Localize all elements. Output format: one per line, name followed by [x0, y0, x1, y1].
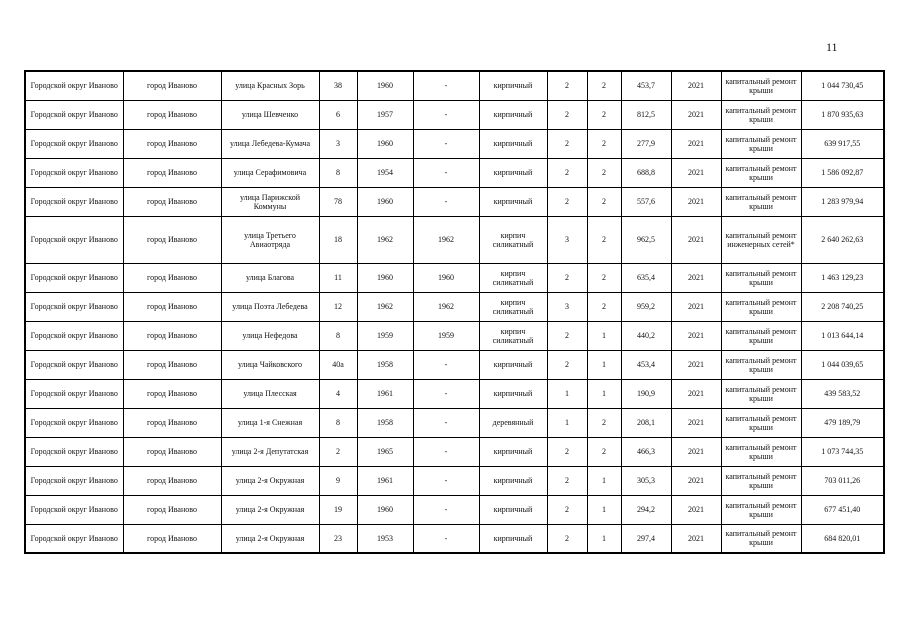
- year-built-cell: 1960: [357, 187, 413, 216]
- table-row: [25, 158, 884, 187]
- floors-cell: 2: [547, 321, 587, 350]
- repair-type-cell: капитальный ремонт крыши: [721, 408, 801, 437]
- municipality-cell: Городской округ Иваново: [25, 350, 123, 379]
- settlement-cell: город Иваново: [123, 71, 221, 100]
- repair-year-cell: 2021: [671, 158, 721, 187]
- year-built-cell: 1958: [357, 408, 413, 437]
- page-number: 11: [826, 40, 838, 54]
- wall-material-cell: кирпичный: [479, 495, 547, 524]
- floors-cell: 2: [547, 495, 587, 524]
- wall-material-cell: кирпичный: [479, 524, 547, 553]
- cost-cell: 479 189,79: [801, 408, 884, 437]
- repair-type-cell: капитальный ремонт крыши: [721, 263, 801, 292]
- year-built-cell: 1957: [357, 100, 413, 129]
- cost-cell: 1 870 935,63: [801, 100, 884, 129]
- table-row: [25, 100, 884, 129]
- area-cell: 962,5: [621, 216, 671, 263]
- cost-cell: 639 917,55: [801, 129, 884, 158]
- street-cell: улица Шевченко: [221, 100, 319, 129]
- floors-cell: 2: [547, 158, 587, 187]
- settlement-cell: город Иваново: [123, 350, 221, 379]
- entrances-cell: 2: [587, 408, 621, 437]
- house-number-cell: 11: [319, 263, 357, 292]
- area-cell: 453,4: [621, 350, 671, 379]
- entrances-cell: 1: [587, 466, 621, 495]
- street-cell: улица 2-я Окружная: [221, 466, 319, 495]
- repair-type-cell: капитальный ремонт крыши: [721, 100, 801, 129]
- repair-year-cell: 2021: [671, 100, 721, 129]
- street-cell: улица Красных Зорь: [221, 71, 319, 100]
- entrances-cell: 2: [587, 187, 621, 216]
- municipality-cell: Городской округ Иваново: [25, 129, 123, 158]
- house-number-cell: 4: [319, 379, 357, 408]
- settlement-cell: город Иваново: [123, 466, 221, 495]
- entrances-cell: 2: [587, 263, 621, 292]
- repair-year-cell: 2021: [671, 129, 721, 158]
- repair-type-cell: капитальный ремонт крыши: [721, 379, 801, 408]
- area-cell: 466,3: [621, 437, 671, 466]
- year-commissioned-cell: -: [413, 524, 479, 553]
- floors-cell: 1: [547, 408, 587, 437]
- entrances-cell: 2: [587, 158, 621, 187]
- settlement-cell: город Иваново: [123, 524, 221, 553]
- repair-type-cell: капитальный ремонт крыши: [721, 187, 801, 216]
- cost-cell: 1 044 730,45: [801, 71, 884, 100]
- municipality-cell: Городской округ Иваново: [25, 71, 123, 100]
- year-commissioned-cell: -: [413, 379, 479, 408]
- street-cell: улица 1-я Снежная: [221, 408, 319, 437]
- year-built-cell: 1954: [357, 158, 413, 187]
- repair-year-cell: 2021: [671, 321, 721, 350]
- cost-cell: 439 583,52: [801, 379, 884, 408]
- settlement-cell: город Иваново: [123, 263, 221, 292]
- cost-cell: 1 586 092,87: [801, 158, 884, 187]
- area-cell: 297,4: [621, 524, 671, 553]
- floors-cell: 2: [547, 466, 587, 495]
- settlement-cell: город Иваново: [123, 437, 221, 466]
- table-row: [25, 71, 884, 100]
- year-commissioned-cell: -: [413, 158, 479, 187]
- year-built-cell: 1960: [357, 263, 413, 292]
- wall-material-cell: кирпич силикатный: [479, 292, 547, 321]
- repair-type-cell: капитальный ремонт крыши: [721, 466, 801, 495]
- cost-cell: 1 283 979,94: [801, 187, 884, 216]
- repair-type-cell: капитальный ремонт крыши: [721, 350, 801, 379]
- wall-material-cell: кирпич силикатный: [479, 263, 547, 292]
- repair-year-cell: 2021: [671, 263, 721, 292]
- settlement-cell: город Иваново: [123, 408, 221, 437]
- house-number-cell: 12: [319, 292, 357, 321]
- area-cell: 959,2: [621, 292, 671, 321]
- entrances-cell: 2: [587, 129, 621, 158]
- table-row: [25, 321, 884, 350]
- repair-type-cell: капитальный ремонт крыши: [721, 71, 801, 100]
- house-number-cell: 8: [319, 408, 357, 437]
- floors-cell: 2: [547, 437, 587, 466]
- entrances-cell: 2: [587, 437, 621, 466]
- year-commissioned-cell: 1959: [413, 321, 479, 350]
- year-built-cell: 1959: [357, 321, 413, 350]
- area-cell: 688,8: [621, 158, 671, 187]
- entrances-cell: 1: [587, 495, 621, 524]
- street-cell: улица 2-я Окружная: [221, 524, 319, 553]
- entrances-cell: 1: [587, 321, 621, 350]
- floors-cell: 3: [547, 292, 587, 321]
- street-cell: улица Поэта Лебедева: [221, 292, 319, 321]
- table-row: [25, 292, 884, 321]
- street-cell: улица 2-я Депутатская: [221, 437, 319, 466]
- municipality-cell: Городской округ Иваново: [25, 466, 123, 495]
- table-row: [25, 129, 884, 158]
- wall-material-cell: кирпичный: [479, 437, 547, 466]
- repair-type-cell: капитальный ремонт крыши: [721, 524, 801, 553]
- house-number-cell: 40а: [319, 350, 357, 379]
- area-cell: 294,2: [621, 495, 671, 524]
- year-built-cell: 1960: [357, 495, 413, 524]
- municipality-cell: Городской округ Иваново: [25, 100, 123, 129]
- floors-cell: 2: [547, 187, 587, 216]
- year-commissioned-cell: 1962: [413, 292, 479, 321]
- repair-type-cell: капитальный ремонт крыши: [721, 158, 801, 187]
- repair-type-cell: капитальный ремонт крыши: [721, 129, 801, 158]
- settlement-cell: город Иваново: [123, 187, 221, 216]
- entrances-cell: 1: [587, 524, 621, 553]
- area-cell: 635,4: [621, 263, 671, 292]
- wall-material-cell: кирпичный: [479, 379, 547, 408]
- street-cell: улица Лебедева-Кумача: [221, 129, 319, 158]
- cost-cell: 1 463 129,23: [801, 263, 884, 292]
- floors-cell: 2: [547, 71, 587, 100]
- municipality-cell: Городской округ Иваново: [25, 379, 123, 408]
- street-cell: улица Парижской Коммуны: [221, 187, 319, 216]
- cost-cell: 684 820,01: [801, 524, 884, 553]
- floors-cell: 2: [547, 129, 587, 158]
- wall-material-cell: кирпичный: [479, 350, 547, 379]
- municipality-cell: Городской округ Иваново: [25, 321, 123, 350]
- house-number-cell: 19: [319, 495, 357, 524]
- year-built-cell: 1960: [357, 129, 413, 158]
- year-built-cell: 1962: [357, 216, 413, 263]
- cost-cell: 1 044 039,65: [801, 350, 884, 379]
- table-row: [25, 437, 884, 466]
- wall-material-cell: кирпичный: [479, 187, 547, 216]
- year-built-cell: 1960: [357, 71, 413, 100]
- table-row: [25, 350, 884, 379]
- repair-year-cell: 2021: [671, 379, 721, 408]
- wall-material-cell: кирпич силикатный: [479, 216, 547, 263]
- house-number-cell: 6: [319, 100, 357, 129]
- house-number-cell: 2: [319, 437, 357, 466]
- house-number-cell: 8: [319, 321, 357, 350]
- house-number-cell: 78: [319, 187, 357, 216]
- municipality-cell: Городской округ Иваново: [25, 408, 123, 437]
- cost-cell: 2 208 740,25: [801, 292, 884, 321]
- repair-type-cell: капитальный ремонт крыши: [721, 321, 801, 350]
- area-cell: 305,3: [621, 466, 671, 495]
- entrances-cell: 2: [587, 216, 621, 263]
- cost-cell: 1 013 644,14: [801, 321, 884, 350]
- floors-cell: 2: [547, 100, 587, 129]
- area-cell: 812,5: [621, 100, 671, 129]
- cost-cell: 1 073 744,35: [801, 437, 884, 466]
- year-commissioned-cell: -: [413, 408, 479, 437]
- table-row: [25, 263, 884, 292]
- municipality-cell: Городской округ Иваново: [25, 263, 123, 292]
- table-row: [25, 524, 884, 553]
- entrances-cell: 2: [587, 100, 621, 129]
- settlement-cell: город Иваново: [123, 292, 221, 321]
- street-cell: улица Плесская: [221, 379, 319, 408]
- cost-cell: 2 640 262,63: [801, 216, 884, 263]
- municipality-cell: Городской округ Иваново: [25, 524, 123, 553]
- repair-year-cell: 2021: [671, 187, 721, 216]
- house-number-cell: 23: [319, 524, 357, 553]
- street-cell: улица 2-я Окружная: [221, 495, 319, 524]
- repair-year-cell: 2021: [671, 408, 721, 437]
- repair-type-cell: капитальный ремонт инженерных сетей*: [721, 216, 801, 263]
- municipality-cell: Городской округ Иваново: [25, 292, 123, 321]
- area-cell: 277,9: [621, 129, 671, 158]
- settlement-cell: город Иваново: [123, 158, 221, 187]
- table-row: [25, 408, 884, 437]
- municipality-cell: Городской округ Иваново: [25, 158, 123, 187]
- settlement-cell: город Иваново: [123, 129, 221, 158]
- wall-material-cell: кирпичный: [479, 129, 547, 158]
- area-cell: 190,9: [621, 379, 671, 408]
- repair-year-cell: 2021: [671, 71, 721, 100]
- municipality-cell: Городской округ Иваново: [25, 216, 123, 263]
- table-row: [25, 466, 884, 495]
- settlement-cell: город Иваново: [123, 100, 221, 129]
- settlement-cell: город Иваново: [123, 379, 221, 408]
- settlement-cell: город Иваново: [123, 321, 221, 350]
- settlement-cell: город Иваново: [123, 216, 221, 263]
- floors-cell: 2: [547, 350, 587, 379]
- street-cell: улица Нефедова: [221, 321, 319, 350]
- wall-material-cell: кирпич силикатный: [479, 321, 547, 350]
- repair-year-cell: 2021: [671, 292, 721, 321]
- area-cell: 557,6: [621, 187, 671, 216]
- wall-material-cell: кирпичный: [479, 466, 547, 495]
- entrances-cell: 2: [587, 71, 621, 100]
- year-built-cell: 1965: [357, 437, 413, 466]
- house-number-cell: 18: [319, 216, 357, 263]
- entrances-cell: 1: [587, 350, 621, 379]
- wall-material-cell: деревянный: [479, 408, 547, 437]
- house-number-cell: 3: [319, 129, 357, 158]
- repair-type-cell: капитальный ремонт крыши: [721, 495, 801, 524]
- municipality-cell: Городской округ Иваново: [25, 187, 123, 216]
- house-number-cell: 9: [319, 466, 357, 495]
- repair-year-cell: 2021: [671, 466, 721, 495]
- year-commissioned-cell: 1960: [413, 263, 479, 292]
- year-built-cell: 1961: [357, 466, 413, 495]
- year-commissioned-cell: -: [413, 437, 479, 466]
- housing-repair-table: [24, 70, 885, 554]
- cost-cell: 703 011,26: [801, 466, 884, 495]
- table-row: [25, 495, 884, 524]
- house-number-cell: 38: [319, 71, 357, 100]
- table-row: [25, 379, 884, 408]
- house-number-cell: 8: [319, 158, 357, 187]
- repair-type-cell: капитальный ремонт крыши: [721, 437, 801, 466]
- street-cell: улица Чайковского: [221, 350, 319, 379]
- entrances-cell: 2: [587, 292, 621, 321]
- year-commissioned-cell: -: [413, 187, 479, 216]
- floors-cell: 1: [547, 379, 587, 408]
- area-cell: 208,1: [621, 408, 671, 437]
- year-built-cell: 1958: [357, 350, 413, 379]
- area-cell: 440,2: [621, 321, 671, 350]
- year-commissioned-cell: -: [413, 129, 479, 158]
- municipality-cell: Городской округ Иваново: [25, 495, 123, 524]
- floors-cell: 3: [547, 216, 587, 263]
- floors-cell: 2: [547, 524, 587, 553]
- municipality-cell: Городской округ Иваново: [25, 437, 123, 466]
- year-commissioned-cell: -: [413, 71, 479, 100]
- year-built-cell: 1962: [357, 292, 413, 321]
- floors-cell: 2: [547, 263, 587, 292]
- repair-year-cell: 2021: [671, 350, 721, 379]
- repair-year-cell: 2021: [671, 524, 721, 553]
- settlement-cell: город Иваново: [123, 495, 221, 524]
- repair-year-cell: 2021: [671, 437, 721, 466]
- year-commissioned-cell: -: [413, 100, 479, 129]
- year-commissioned-cell: -: [413, 466, 479, 495]
- year-built-cell: 1953: [357, 524, 413, 553]
- table-row: [25, 216, 884, 263]
- repair-type-cell: капитальный ремонт крыши: [721, 292, 801, 321]
- year-commissioned-cell: -: [413, 495, 479, 524]
- year-built-cell: 1961: [357, 379, 413, 408]
- repair-year-cell: 2021: [671, 216, 721, 263]
- table-row: [25, 187, 884, 216]
- repair-year-cell: 2021: [671, 495, 721, 524]
- street-cell: улица Серафимовича: [221, 158, 319, 187]
- year-commissioned-cell: -: [413, 350, 479, 379]
- wall-material-cell: кирпичный: [479, 158, 547, 187]
- entrances-cell: 1: [587, 379, 621, 408]
- area-cell: 453,7: [621, 71, 671, 100]
- street-cell: улица Третьего Авиаотряда: [221, 216, 319, 263]
- year-commissioned-cell: 1962: [413, 216, 479, 263]
- cost-cell: 677 451,40: [801, 495, 884, 524]
- street-cell: улица Благова: [221, 263, 319, 292]
- wall-material-cell: кирпичный: [479, 71, 547, 100]
- wall-material-cell: кирпичный: [479, 100, 547, 129]
